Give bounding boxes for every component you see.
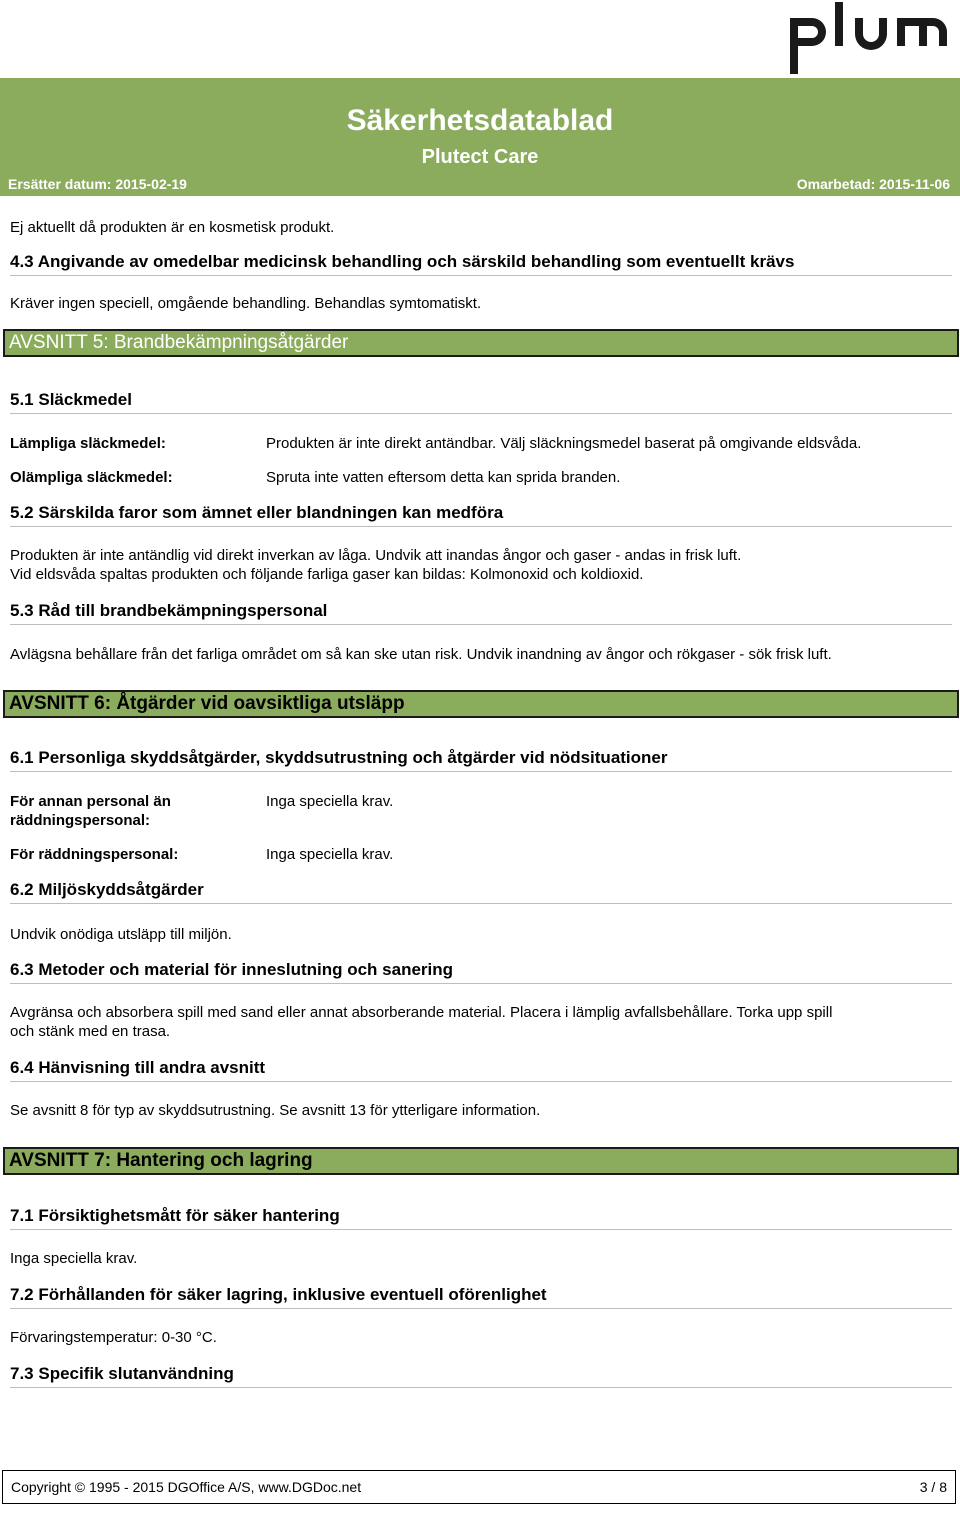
nonemergency-value: Inga speciella krav. bbox=[266, 793, 394, 810]
subheading-7-1: 7.1 Försiktighetsmått för säker hantering bbox=[10, 1206, 952, 1230]
copyright-text: Copyright © 1995 - 2015 DGOffice A/S, www.DGDoc.net bbox=[11, 1479, 362, 1495]
suitable-media-label: Lämpliga släckmedel: bbox=[10, 435, 166, 452]
text-5-2-line2: Vid eldsvåda spaltas produkten och följande farliga gaser kan bildas: Kolmonoxid och koldioxid. bbox=[10, 566, 644, 583]
document-title: Säkerhetsdatablad bbox=[346, 104, 614, 137]
subheading-5-2: 5.2 Särskilda faror som ämnet eller blandningen kan medföra bbox=[10, 503, 952, 527]
subheading-6-1: 6.1 Personliga skyddsåtgärder, skyddsutrustning och åtgärder vid nödsituationer bbox=[10, 748, 952, 772]
replaces-date: Ersätter datum: 2015-02-19 bbox=[8, 176, 187, 192]
unsuitable-media-label: Olämpliga släckmedel: bbox=[10, 469, 173, 486]
subheading-4-3: 4.3 Angivande av omedelbar medicinsk behandling och särskild behandling som eventuellt krävs bbox=[10, 252, 952, 276]
footer bbox=[2, 1470, 956, 1504]
nonemergency-label-line1: För annan personal än bbox=[10, 793, 171, 810]
text-7-2: Förvaringstemperatur: 0-30 °C. bbox=[10, 1329, 217, 1346]
section-5-heading: AVSNITT 5: Brandbekämpningsåtgärder bbox=[3, 329, 959, 357]
text-7-1: Inga speciella krav. bbox=[10, 1250, 138, 1267]
text-6-3-line1: Avgränsa och absorbera spill med sand eller annat absorberande material. Placera i lämplig avfallsbehållare. Torka upp spill bbox=[10, 1004, 833, 1021]
revised-date: Omarbetad: 2015-11-06 bbox=[796, 176, 950, 192]
suitable-media-value: Produkten är inte direkt antändbar. Välj släckningsmedel baserat på omgivande eldsvåda. bbox=[266, 435, 862, 452]
section-6-heading: AVSNITT 6: Åtgärder vid oavsiktliga utsläpp bbox=[3, 690, 959, 718]
page-number: 3 / 8 bbox=[919, 1479, 947, 1495]
subheading-6-3: 6.3 Metoder och material för inneslutning och sanering bbox=[10, 960, 952, 984]
text-5-2-line1: Produkten är inte antändlig vid direkt inverkan av låga. Undvik att inandas ångor och gaser - andas in frisk luft. bbox=[10, 547, 742, 564]
section-7-heading: AVSNITT 7: Hantering och lagring bbox=[3, 1147, 959, 1175]
text-6-3-line2: och stänk med en trasa. bbox=[10, 1023, 171, 1040]
intro-text: Ej aktuellt då produkten är en kosmetisk produkt. bbox=[10, 219, 335, 236]
subheading-7-2: 7.2 Förhållanden för säker lagring, inklusive eventuell oförenlighet bbox=[10, 1285, 952, 1309]
subheading-5-1: 5.1 Släckmedel bbox=[10, 390, 952, 414]
plum-logo bbox=[785, 0, 960, 78]
subheading-7-3: 7.3 Specifik slutanvändning bbox=[10, 1364, 952, 1388]
emergency-value: Inga speciella krav. bbox=[266, 846, 394, 863]
text-4-3: Kräver ingen speciell, omgående behandling. Behandlas symtomatiskt. bbox=[10, 295, 482, 312]
text-6-4: Se avsnitt 8 för typ av skyddsutrustning. Se avsnitt 13 för ytterligare information. bbox=[10, 1102, 541, 1119]
subheading-6-4: 6.4 Hänvisning till andra avsnitt bbox=[10, 1058, 952, 1082]
emergency-label: För räddningspersonal: bbox=[10, 846, 179, 863]
text-6-2: Undvik onödiga utsläpp till miljön. bbox=[10, 926, 232, 943]
nonemergency-label-line2: räddningspersonal: bbox=[10, 812, 151, 829]
subheading-5-3: 5.3 Råd till brandbekämpningspersonal bbox=[10, 601, 952, 625]
text-5-3: Avlägsna behållare från det farliga området om så kan ske utan risk. Undvik inandning av ångor och rökgaser - sök frisk luft. bbox=[10, 646, 832, 663]
subheading-6-2: 6.2 Miljöskyddsåtgärder bbox=[10, 880, 952, 904]
product-name: Plutect Care bbox=[421, 146, 539, 168]
unsuitable-media-value: Spruta inte vatten eftersom detta kan sprida branden. bbox=[266, 469, 621, 486]
